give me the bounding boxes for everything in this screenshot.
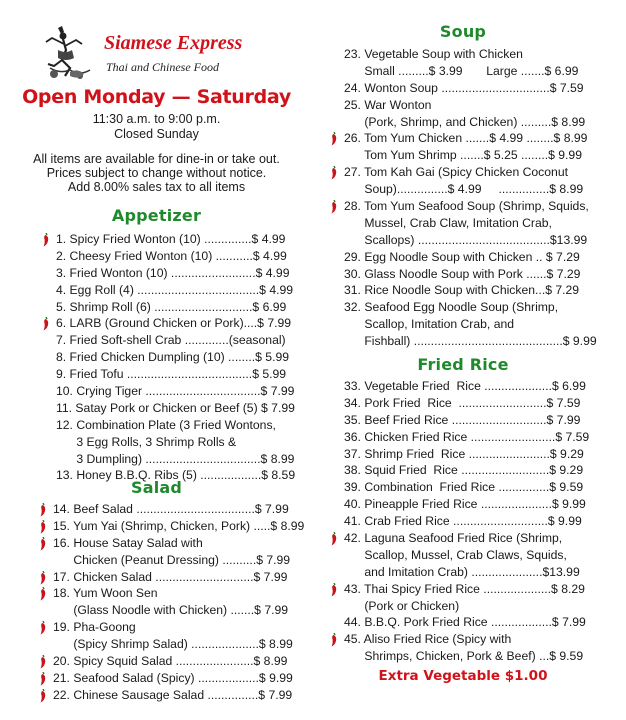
- open-days-heading: Open Monday — Saturday: [22, 86, 291, 108]
- menu-item-line: [56, 265, 295, 282]
- chili-pepper-icon: [39, 655, 47, 669]
- menu-item-text: 24. Wonton Soup ................................$ 7.59: [344, 80, 584, 95]
- menu-item-text: 16. House Satay Salad with: [53, 535, 203, 550]
- menu-item-line: [56, 451, 295, 468]
- menu-item-text: 41. Crab Fried Rice ............................$ 9.99: [344, 514, 582, 529]
- menu-item-text: 17. Chicken Salad .............................$ 7.99: [53, 569, 288, 584]
- menu-item-line: [344, 215, 597, 232]
- menu-item-line: [344, 266, 597, 283]
- menu-item-line: [344, 395, 589, 412]
- chili-pepper-icon: [42, 317, 50, 331]
- menu-item-line: [344, 232, 597, 249]
- fried-rice-list: [344, 378, 589, 665]
- fried-rice-heading: Fried Rice: [417, 355, 509, 374]
- menu-item-line: [56, 417, 295, 434]
- menu-notes: [0, 152, 313, 194]
- chili-pepper-icon: [39, 503, 47, 517]
- menu-item-text: 7. Fried Soft-shell Crab .............(seasonal): [56, 333, 286, 348]
- menu-item-line: [344, 513, 589, 530]
- menu-item-text: 20. Spicy Squid Salad .......................$ 8.99: [53, 654, 288, 669]
- menu-item-line: [56, 400, 295, 417]
- restaurant-brand: [40, 24, 310, 84]
- menu-item-line: [344, 581, 589, 598]
- menu-item-text: 32. Seafood Egg Noodle Soup (Shrimp,: [344, 300, 559, 315]
- menu-item-text: 40. Pineapple Fried Rice .....................$ 9.99: [344, 497, 586, 512]
- menu-item-line: [344, 547, 589, 564]
- menu-item-text: (Glass Noodle with Chicken) .......$ 7.99: [53, 603, 289, 618]
- appetizer-heading: Appetizer: [111, 206, 202, 225]
- menu-item-text: Scallop, Imitation Crab, and: [344, 317, 515, 332]
- menu-item-text: 19. Pha-Goong: [53, 620, 136, 635]
- menu-item-line: [344, 282, 597, 299]
- chili-pepper-icon: [330, 166, 338, 180]
- menu-item-line: [344, 299, 597, 316]
- restaurant-tagline: Thai and Chinese Food: [106, 60, 219, 74]
- menu-item-text: 21. Seafood Salad (Spicy) ..................$ 9.99: [53, 670, 293, 685]
- menu-item-line: [53, 501, 304, 518]
- menu-item-line: [53, 569, 304, 586]
- menu-item-text: Small .........$ 3.99 Large .......$ 6.99: [344, 63, 579, 78]
- menu-item-text: 25. War Wonton: [344, 97, 432, 112]
- menu-item-line: [344, 114, 597, 131]
- menu-item-text: 28. Tom Yum Seafood Soup (Shrimp, Squids,: [344, 199, 589, 214]
- menu-item-line: [344, 631, 589, 648]
- menu-item-line: [344, 147, 597, 164]
- menu-item-text: 38. Squid Fried Rice ..........................$ 9.29: [344, 463, 584, 478]
- menu-item-line: [53, 552, 304, 569]
- menu-item-text: Tom Yum Shrimp .......$ 5.25 ........$ 9.99: [344, 148, 582, 163]
- hours-line: 11:30 a.m. to 9:00 p.m.: [92, 112, 221, 126]
- menu-item-text: 14. Beef Salad ...................................$ 7.99: [53, 502, 289, 516]
- menu-item-text: 45. Aliso Fried Rice (Spicy with: [344, 632, 512, 647]
- menu-item-text: 33. Vegetable Fried Rice ....................$ 6.99: [344, 379, 586, 393]
- chili-pepper-icon: [39, 537, 47, 551]
- menu-item-text: 39. Combination Fried Rice ...............$ 9.59: [344, 480, 584, 495]
- appetizer-list: [56, 231, 295, 484]
- menu-item-line: [344, 530, 589, 547]
- menu-item-line: [344, 479, 589, 496]
- menu-item-text: 30. Glass Noodle Soup with Pork ......$ 7.29: [344, 266, 581, 281]
- chili-pepper-icon: [39, 571, 47, 585]
- chili-pepper-icon: [39, 520, 47, 534]
- menu-item-text: Scallops) .......................................$13.99: [344, 232, 588, 247]
- menu-item-line: [53, 585, 304, 602]
- menu-item-line: [53, 619, 304, 636]
- menu-item-text: 3. Fried Wonton (10) .........................$ 4.99: [56, 265, 290, 280]
- menu-item-line: [344, 63, 597, 80]
- menu-item-line: [56, 349, 295, 366]
- menu-item-text: Chicken (Peanut Dressing) ..........$ 7.99: [53, 552, 291, 567]
- opening-hours: [0, 112, 313, 142]
- menu-item-line: [344, 564, 589, 581]
- menu-item-text: 5. Shrimp Roll (6) .............................$ 6.99: [56, 299, 287, 314]
- menu-item-text: 12. Combination Plate (3 Fried Wontons,: [56, 417, 276, 432]
- chili-pepper-icon: [330, 583, 338, 597]
- menu-item-text: 42. Laguna Seafood Fried Rice (Shrimp,: [344, 531, 563, 546]
- menu-item-line: [344, 333, 597, 350]
- menu-item-text: (Pork, Shrimp, and Chicken) .........$ 8.99: [344, 114, 586, 129]
- menu-item-text: 29. Egg Noodle Soup with Chicken .. $ 7.29: [344, 249, 580, 264]
- menu-item-text: 23. Vegetable Soup with Chicken: [344, 47, 523, 61]
- menu-item-text: 22. Chinese Sausage Salad ...............$ 7.99: [53, 687, 293, 702]
- menu-item-text: 1. Spicy Fried Wonton (10) ..............$ 4.99: [56, 232, 286, 246]
- menu-item-text: 34. Pork Fried Rice ..........................$ 7.59: [344, 395, 581, 410]
- chili-pepper-icon: [39, 672, 47, 686]
- chili-pepper-icon: [330, 200, 338, 214]
- menu-item-line: [53, 687, 304, 704]
- menu-item-text: Shrimps, Chicken, Pork & Beef) ...$ 9.59: [344, 649, 584, 664]
- menu-item-line: [344, 130, 597, 147]
- chili-pepper-icon: [330, 132, 338, 146]
- menu-item-text: Fishball) ............................................$ 9.99: [344, 334, 597, 349]
- menu-item-text: 35. Beef Fried Rice ............................$ 7.99: [344, 412, 581, 427]
- menu-item-line: [56, 231, 295, 248]
- chili-pepper-icon: [39, 621, 47, 635]
- menu-item-line: [344, 80, 597, 97]
- extra-vegetable-note: Extra Vegetable $1.00: [378, 668, 548, 684]
- menu-item-line: [53, 535, 304, 552]
- menu-item-line: [344, 598, 589, 615]
- menu-item-text: (Spicy Shrimp Salad) ....................$ 8.99: [53, 637, 293, 652]
- closed-day-line: Closed Sunday: [114, 127, 199, 141]
- menu-item-line: [56, 434, 295, 451]
- salad-heading: Salad: [130, 478, 183, 497]
- menu-item-text: 26. Tom Yum Chicken .......$ 4.99 ........$ 8.99: [344, 131, 588, 146]
- menu-item-line: [344, 46, 597, 63]
- salad-list: [53, 501, 304, 704]
- menu-item-line: [53, 653, 304, 670]
- menu-item-text: 15. Yum Yai (Shrimp, Chicken, Pork) .....$ 8.99: [53, 518, 305, 533]
- note-line: Add 8.00% sales tax to all items: [67, 180, 246, 194]
- menu-item-line: [53, 518, 304, 535]
- menu-item-text: 18. Yum Woon Sen: [53, 586, 158, 601]
- menu-item-line: [56, 366, 295, 383]
- menu-item-text: Soup)...............$ 4.99 ...............$ 8.99: [344, 182, 584, 197]
- menu-item-text: 6. LARB (Ground Chicken or Pork)....$ 7.99: [56, 316, 292, 331]
- chili-pepper-icon: [39, 689, 47, 703]
- chili-pepper-icon: [39, 587, 47, 601]
- note-line: Prices subject to change without notice.: [46, 166, 267, 180]
- menu-item-line: [56, 248, 295, 265]
- menu-item-line: [344, 181, 597, 198]
- menu-item-text: 3 Egg Rolls, 3 Shrimp Rolls &: [56, 434, 237, 449]
- right-column: [313, 0, 626, 720]
- menu-item-line: [56, 315, 295, 332]
- menu-item-text: 4. Egg Roll (4) ....................................$ 4.99: [56, 282, 294, 297]
- menu-item-line: [344, 412, 589, 429]
- note-line: All items are available for dine-in or take out.: [33, 152, 280, 166]
- menu-item-text: 37. Shrimp Fried Rice ........................$ 9.29: [344, 446, 584, 461]
- menu-item-line: [56, 383, 295, 400]
- menu-item-text: 31. Rice Noodle Soup with Chicken...$ 7.29: [344, 283, 580, 298]
- menu-item-line: [56, 332, 295, 349]
- menu-item-text: Scallop, Mussel, Crab Claws, Squids,: [344, 547, 567, 562]
- menu-item-line: [344, 97, 597, 114]
- menu-item-text: 43. Thai Spicy Fried Rice ....................$ 8.29: [344, 581, 585, 596]
- menu-item-text: 13. Honey B.B.Q. Ribs (5) ..................$ 8.59: [56, 468, 296, 483]
- chili-pepper-icon: [330, 532, 338, 546]
- menu-item-text: 27. Tom Kah Gai (Spicy Chicken Coconut: [344, 165, 568, 180]
- menu-item-line: [344, 164, 597, 181]
- menu-item-line: [344, 648, 589, 665]
- menu-item-line: [344, 316, 597, 333]
- menu-item-line: [344, 614, 589, 631]
- menu-item-line: [53, 636, 304, 653]
- menu-item-text: 9. Fried Tofu .....................................$ 5.99: [56, 367, 287, 382]
- chili-pepper-icon: [330, 633, 338, 647]
- menu-item-line: [344, 378, 589, 395]
- menu-item-line: [56, 299, 295, 316]
- thai-dancer-icon: [40, 24, 102, 82]
- menu-item-line: [53, 602, 304, 619]
- menu-item-text: (Pork or Chicken): [344, 598, 460, 613]
- menu-item-text: 44. B.B.Q. Pork Fried Rice ..................$ 7.99: [344, 615, 586, 630]
- menu-item-line: [344, 446, 589, 463]
- menu-item-line: [56, 282, 295, 299]
- menu-item-text: Mussel, Crab Claw, Imitation Crab,: [344, 215, 552, 230]
- menu-item-line: [53, 670, 304, 687]
- menu-item-line: [344, 462, 589, 479]
- menu-item-line: [344, 429, 589, 446]
- soup-list: [344, 46, 597, 350]
- restaurant-name: Siamese Express: [104, 32, 243, 54]
- menu-item-text: 36. Chicken Fried Rice .........................$ 7.59: [344, 429, 590, 444]
- menu-item-text: 10. Crying Tiger ..................................$ 7.99: [56, 384, 295, 399]
- soup-heading: Soup: [439, 22, 487, 41]
- menu-item-text: 2. Cheesy Fried Wonton (10) ...........$ 4.99: [56, 248, 287, 263]
- chili-pepper-icon: [42, 233, 50, 247]
- menu-item-text: 11. Satay Pork or Chicken or Beef (5) $ 7.99: [56, 400, 295, 415]
- menu-item-text: and Imitation Crab) .....................$13.99: [344, 564, 580, 579]
- menu-item-line: [344, 198, 597, 215]
- menu-item-text: 8. Fried Chicken Dumpling (10) ........$ 5.99: [56, 350, 290, 365]
- menu-item-line: [344, 496, 589, 513]
- menu-item-line: [344, 249, 597, 266]
- menu-item-text: 3 Dumpling) ..................................$ 8.99: [56, 451, 295, 466]
